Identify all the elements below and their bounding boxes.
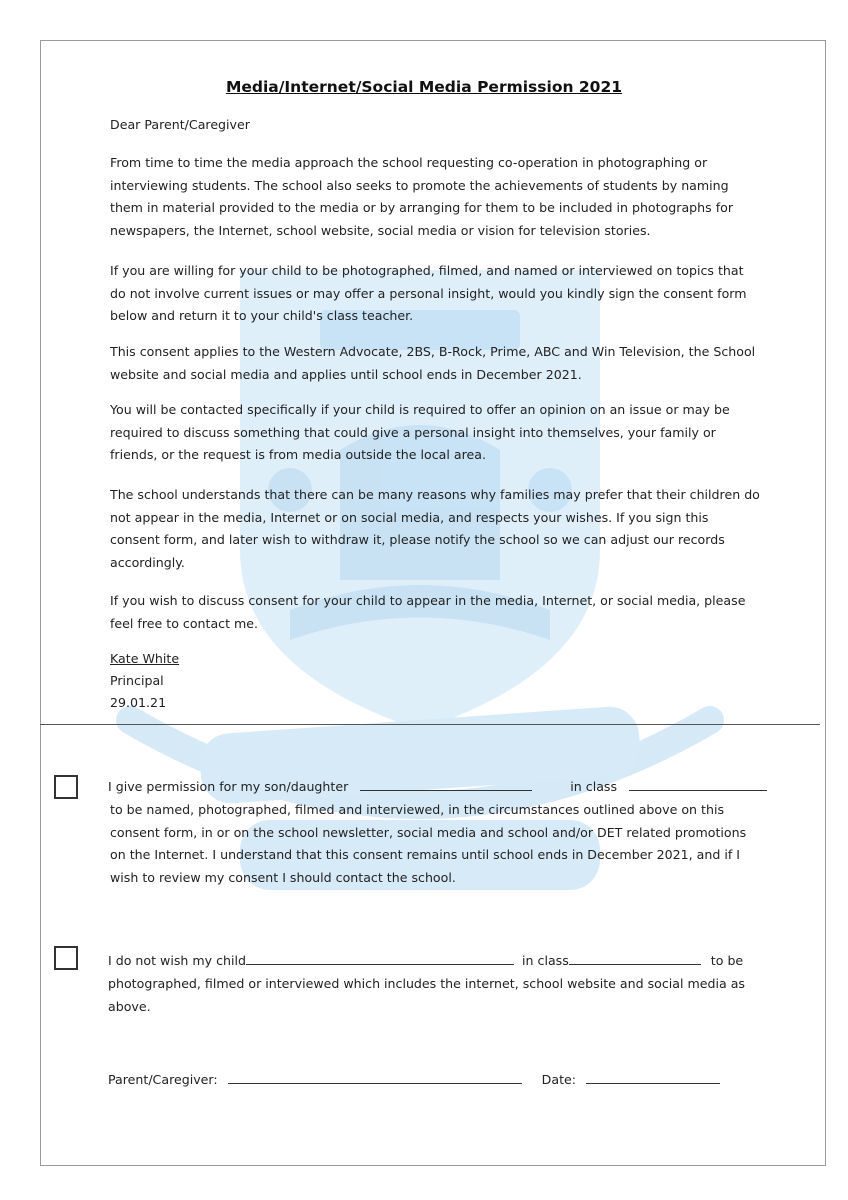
give-in-class-label: in class bbox=[570, 779, 618, 794]
page-title: Media/Internet/Social Media Permission 2021 bbox=[225, 78, 623, 96]
decline-permission-checkbox[interactable] bbox=[54, 946, 78, 970]
give-permission-first-line bbox=[108, 776, 767, 799]
give-permission-checkbox[interactable] bbox=[54, 775, 78, 799]
signatory-name: Kate White bbox=[110, 651, 180, 666]
parent-caregiver-label: Parent/Caregiver: bbox=[108, 1072, 218, 1087]
class-field[interactable] bbox=[629, 776, 767, 791]
give-permission-lead: I give permission for my son/daughter bbox=[108, 779, 349, 794]
paragraph-consent-request: If you are willing for your child to be photographed, filmed, and named or interviewed on topics that do not involve current issues or may offer a personal insight, would you kindly sign the consent form below and return it to your child's class teacher. bbox=[110, 263, 747, 323]
decline-first-line bbox=[108, 950, 743, 973]
give-permission-text: to be named, photographed, filmed and interviewed, in the circumstances outlined above on this consent form, in or on the school newsletter, social media and school and/or DET related promotions on the Internet. I understand that this consent remains until school ends in December 2021, and if I wish to review my consent I should contact the school. bbox=[110, 802, 747, 885]
decline-lead: I do not wish my child bbox=[108, 953, 247, 968]
signature-date: 29.01.21 bbox=[110, 695, 167, 710]
paragraph-contact-specifically: You will be contacted specifically if your child is required to offer an opinion on an issue or may be required to discuss something that could give a personal insight into themselves, your family or friends, or the request is from media outside the local area. bbox=[110, 402, 730, 462]
date-label: Date: bbox=[541, 1072, 577, 1087]
section-divider bbox=[40, 724, 820, 725]
salutation: Dear Parent/Caregiver bbox=[110, 117, 250, 132]
paragraph-consent-scope: This consent applies to the Western Advocate, 2BS, B-Rock, Prime, ABC and Win Television, the School website and social media and applies until school ends in December 2021. bbox=[110, 344, 756, 382]
paragraph-respect-wishes: The school understands that there can be many reasons why families may prefer that their children do not appear in the media, Internet or on social media, and respects your wishes. If you sign this consent form, and later wish to withdraw it, please notify the school so we can adjust our records accordingly. bbox=[110, 487, 760, 570]
footer-signature-line bbox=[108, 1069, 720, 1092]
decline-to-be: to be bbox=[710, 953, 744, 968]
paragraph-media-approach: From time to time the media approach the school requesting co-operation in photographing or interviewing students. The school also seeks to promote the achievements of students by naming them in material provided to the media or by arranging for them to be included in photographs for newspapers, the Internet, school website, social media or vision for television stories. bbox=[110, 155, 734, 238]
decline-class-field[interactable] bbox=[569, 950, 701, 965]
parent-signature-field[interactable] bbox=[228, 1069, 522, 1084]
signatory-role: Principal bbox=[110, 673, 164, 688]
decline-child-name-field[interactable] bbox=[246, 950, 514, 965]
date-field[interactable] bbox=[586, 1069, 720, 1084]
paragraph-discuss-consent: If you wish to discuss consent for your child to appear in the media, Internet, or social media, please feel free to contact me. bbox=[110, 593, 746, 631]
decline-in-class-label: in class bbox=[522, 953, 569, 968]
child-name-field[interactable] bbox=[360, 776, 532, 791]
decline-text: photographed, filmed or interviewed which includes the internet, school website and social media as above. bbox=[108, 976, 745, 1014]
